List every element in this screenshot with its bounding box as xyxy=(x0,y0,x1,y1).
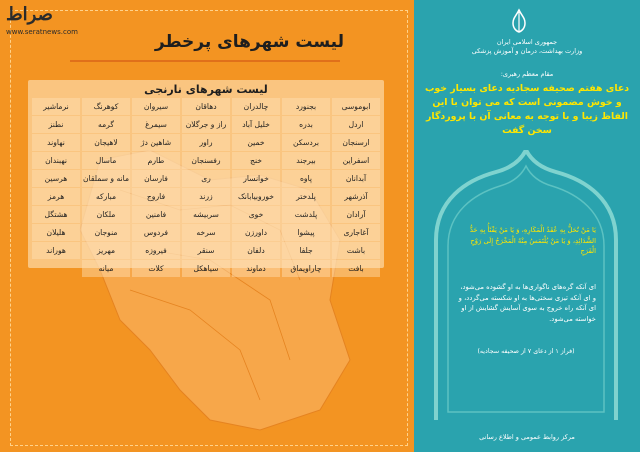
city-cell: هرسین xyxy=(32,170,80,187)
city-cell: پلدشت xyxy=(282,206,330,223)
city-cell: دهاقان xyxy=(182,98,230,115)
city-cell: ماسال xyxy=(82,152,130,169)
quote-heading: مقام معظم رهبری: xyxy=(500,70,554,78)
city-cell: آبدانان xyxy=(332,170,380,187)
cities-grid xyxy=(32,98,380,277)
orange-cities-table xyxy=(28,80,384,273)
city-cell: رفسنجان xyxy=(182,152,230,169)
city-cell: منوجان xyxy=(82,224,130,241)
city-cell: میانه xyxy=(82,260,130,277)
city-cell: آغاجاری xyxy=(332,224,380,241)
city-cell: آرادان xyxy=(332,206,380,223)
city-cell: خوی xyxy=(232,206,280,223)
city-cell: کلات xyxy=(132,260,180,277)
city-cell: دلفان xyxy=(232,242,280,259)
page-title: لیست شهرهای پرخطر xyxy=(154,32,344,52)
city-cell: داورزن xyxy=(232,224,280,241)
city-cell: نطنز xyxy=(32,116,80,133)
persian-translation-text: ای آنکه گره‌های ناگواری‌ها به او گشوده می‌شود، و ای آنکه تیزی سختی‌ها به او شکسته می‌گردد، و ای آنکه راه خروج به سوی آسایش گشایش از او خواسته می‌شود. xyxy=(458,283,596,323)
city-cell: راور xyxy=(182,134,230,151)
city-cell: هرمز xyxy=(32,188,80,205)
city-cell: خلیل آباد xyxy=(232,116,280,133)
arabic-prayer-text: یَا مَنْ تُحَلُّ بِهِ عُقَدُ الْمَکَارِهِ، وَ یَا مَنْ یَفْثَأُ بِهِ حَدُّ الشَّدَائِدِ، وَ یَا مَنْ یُلْتَمَسُ مِنْهُ الْمَخْرَجُ إِلَی رَوْحِ الْفَرَجِ xyxy=(469,226,596,255)
city-cell: خنج xyxy=(232,152,280,169)
city-cell: هلیلان xyxy=(32,224,80,241)
city-cell: بجنورد xyxy=(282,98,330,115)
city-cell: باشت xyxy=(332,242,380,259)
city-cell: فردوس xyxy=(132,224,180,241)
city-cell: اردل xyxy=(332,116,380,133)
city-cell: دماوند xyxy=(232,260,280,277)
city-cell: مهریز xyxy=(82,242,130,259)
city-cell: بدره xyxy=(282,116,330,133)
city-cell: نهاوند xyxy=(32,134,80,151)
iran-emblem-icon xyxy=(508,8,530,34)
footer-text: مرکز روابط عمومی و اطلاع رسانی xyxy=(479,433,575,441)
title-underline xyxy=(70,60,340,62)
city-cell: فاروج xyxy=(132,188,180,205)
ministry-line-1: جمهوری اسلامی ایران xyxy=(496,38,558,46)
city-cell: کوهرنگ xyxy=(82,98,130,115)
prayer-reference: (فراز ۱ از دعای ۷ از صحیفه سجادیه) xyxy=(477,348,575,355)
city-cell: نرماشیر xyxy=(32,98,80,115)
city-cell: سیمرغ xyxy=(132,116,180,133)
city-cell: سنقر xyxy=(182,242,230,259)
city-cell: طارم xyxy=(132,152,180,169)
city-cell: ملکان xyxy=(82,206,130,223)
city-cell: مبارکه xyxy=(82,188,130,205)
city-cell: سربیشه xyxy=(182,206,230,223)
city-cell: سرخه xyxy=(182,224,230,241)
ministry-line-2: وزارت بهداشت، درمان و آموزش پزشکی xyxy=(471,47,583,55)
city-cell: جلفا xyxy=(282,242,330,259)
city-cell: هوراند xyxy=(32,242,80,259)
city-cell: سیروان xyxy=(132,98,180,115)
city-cell: فیروزه xyxy=(132,242,180,259)
city-cell: لاهیجان xyxy=(82,134,130,151)
city-cell: آذرشهر xyxy=(332,188,380,205)
city-cell: ارسنجان xyxy=(332,134,380,151)
table-title: لیست شهرهای نارنجی xyxy=(144,83,268,96)
city-cell: پاوه xyxy=(282,170,330,187)
city-cell: اسفراین xyxy=(332,152,380,169)
city-cell: راز و جرگلان xyxy=(182,116,230,133)
city-cell: بردسکن xyxy=(282,134,330,151)
city-cell: سیاهکل xyxy=(182,260,230,277)
leader-quote: دعای هفتم صحیفه سجادیه دعای بسیار خوب و خوش مضمونی است که می توان با این الفاظ زیبا و با توجه به معانی آن با پروردگار سخن گفت xyxy=(424,83,630,136)
city-cell: گرمه xyxy=(82,116,130,133)
city-cell: مانه و سملقان xyxy=(82,170,130,187)
watermark-site: www.seratnews.com xyxy=(6,28,78,36)
city-cell: زرند xyxy=(182,188,230,205)
city-cell: هشتگل xyxy=(32,206,80,223)
city-cell: بیرجند xyxy=(282,152,330,169)
city-cell: شاهین دژ xyxy=(132,134,180,151)
city-cell: ری xyxy=(182,170,230,187)
city-cell: ابوموسی xyxy=(332,98,380,115)
city-cell: چالدران xyxy=(232,98,280,115)
city-cell: پیشوا xyxy=(282,224,330,241)
city-cell: فارسان xyxy=(132,170,180,187)
city-cell: خوروبیابانک xyxy=(232,188,280,205)
city-cell: فامنین xyxy=(132,206,180,223)
city-cell: چاراویماق xyxy=(282,260,330,277)
city-cell: نهبندان xyxy=(32,152,80,169)
city-cell: خوانسار xyxy=(232,170,280,187)
city-cell: پلدختر xyxy=(282,188,330,205)
city-cell: خمین xyxy=(232,134,280,151)
city-cell: بافت xyxy=(332,260,380,277)
watermark-logo: صراط xyxy=(6,4,53,25)
